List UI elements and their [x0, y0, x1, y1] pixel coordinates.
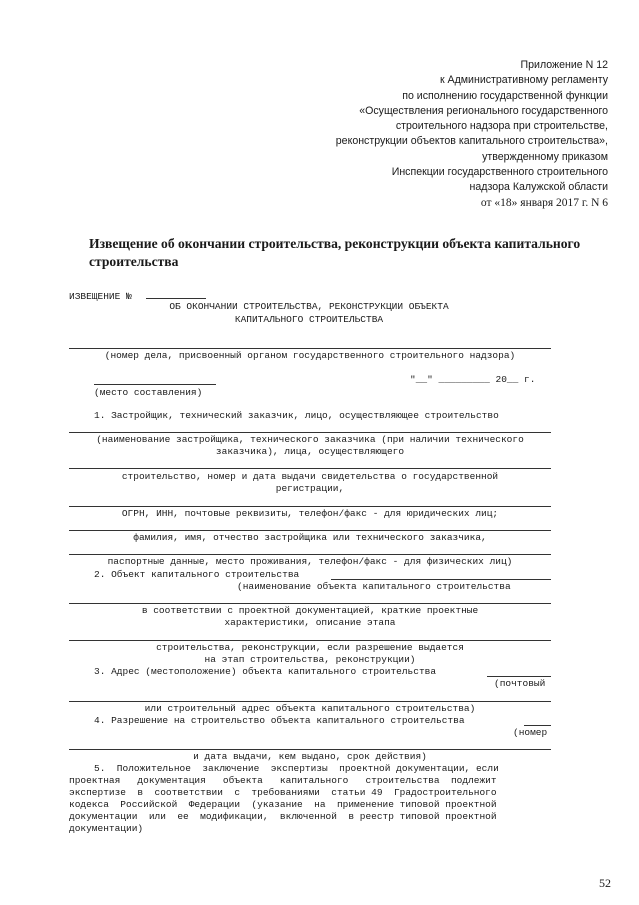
item-4-hint: (номер	[513, 727, 548, 738]
developer-field[interactable]	[69, 554, 551, 555]
notice-number-label: ИЗВЕЩЕНИЕ №	[69, 291, 132, 302]
item-5-text: экспертизе в соответствии с требованиями статьи 49 Градостроительного	[69, 787, 497, 798]
item-1-hint: (наименование застройщика, технического заказчика (при наличии технического	[96, 434, 524, 445]
item-5-text: документации или ее модификации, включенной в реестр типовой проектной	[69, 811, 497, 822]
page-number: 52	[599, 876, 611, 890]
item-4-label: 4. Разрешение на строительство объекта капитального строительства	[94, 715, 465, 726]
appendix-line: Приложение N 12	[520, 59, 608, 71]
item-1-hint: заказчика), лица, осуществляющего	[215, 446, 405, 457]
item-4-hint: и дата выдачи, кем выдано, срок действия)	[193, 751, 427, 762]
item-1-hint: строительство, номер и дата выдачи свидетельства о государственной	[121, 471, 499, 482]
item-5-text: 5. Положительное заключение экспертизы проектной документации, если	[94, 763, 499, 774]
case-number-field[interactable]	[69, 348, 551, 349]
notice-number-field[interactable]	[146, 298, 206, 299]
item-3-label: 3. Адрес (местоположение) объекта капитального строительства	[94, 666, 437, 677]
permit-field[interactable]	[524, 725, 551, 726]
object-field[interactable]	[331, 579, 551, 580]
developer-field[interactable]	[69, 506, 551, 507]
object-field[interactable]	[69, 640, 551, 641]
item-5-text: документации)	[69, 823, 144, 834]
developer-field[interactable]	[69, 432, 551, 433]
form-heading-1: ОБ ОКОНЧАНИИ СТРОИТЕЛЬСТВА, РЕКОНСТРУКЦИИ ОБЪЕКТА	[169, 301, 449, 312]
appendix-line: по исполнению государственной функции	[402, 89, 608, 102]
appendix-line: утвержденному приказом	[482, 150, 608, 163]
address-field[interactable]	[487, 676, 551, 677]
document-title: Извещение об окончании строительства, реконструкции объекта капитального строительства	[89, 236, 581, 269]
item-3-hint: или строительный адрес объекта капитального строительства)	[144, 703, 476, 714]
place-field[interactable]	[94, 384, 216, 385]
item-2-hint: (наименование объекта капитального строительства	[237, 581, 511, 592]
item-2-hint: характеристики, описание этапа	[224, 617, 396, 628]
item-2-hint: на этап строительства, реконструкции)	[204, 654, 416, 665]
place-hint: (место составления)	[94, 387, 203, 398]
item-1-label: 1. Застройщик, технический заказчик, лицо, осуществляющее строительство	[94, 410, 499, 421]
appendix-line: строительного надзора при строительстве,	[395, 120, 608, 133]
object-field[interactable]	[69, 603, 551, 604]
item-5-text: проектная документация объекта капитального строительства подлежит	[69, 775, 497, 786]
appendix-line: реконструкции объектов капитального строительства»,	[335, 135, 608, 148]
item-2-hint: строительства, реконструкции, если разрешение выдается	[156, 642, 464, 653]
permit-field[interactable]	[69, 749, 551, 750]
item-1-hint: паспортные данные, место проживания, телефон/факс - для физических лиц)	[107, 556, 513, 567]
appendix-line: надзора Калужской области	[469, 181, 608, 194]
appendix-line: «Осуществления регионального государственного	[359, 104, 608, 117]
address-field[interactable]	[69, 701, 551, 702]
appendix-header	[288, 58, 608, 211]
item-1-hint: фамилия, имя, отчество застройщика или технического заказчика,	[133, 532, 487, 543]
case-number-hint: (номер дела, присвоенный органом государственного строительного надзора)	[104, 350, 516, 361]
item-3-hint: (почтовый	[494, 678, 546, 689]
appendix-line: к Административному регламенту	[439, 74, 608, 87]
item-1-hint: регистрации,	[275, 483, 345, 494]
item-2-hint: в соответствии с проектной документацией, краткие проектные	[141, 605, 479, 616]
date-field[interactable]: "__" _________ 20__ г.	[410, 374, 536, 385]
form-heading-2: КАПИТАЛЬНОГО СТРОИТЕЛЬСТВА	[234, 314, 384, 325]
developer-field[interactable]	[69, 530, 551, 531]
item-1-hint: ОГРН, ИНН, почтовые реквизиты, телефон/факс - для юридических лиц;	[121, 508, 499, 519]
item-5-text: кодекса Российской Федерации (указание на применение типовой проектной	[69, 799, 497, 810]
appendix-date: от «18» января 2017 г. N 6	[480, 196, 608, 209]
appendix-line: Инспекции государственного строительного	[391, 166, 608, 179]
item-2-label: 2. Объект капитального строительства	[94, 569, 300, 580]
developer-field[interactable]	[69, 468, 551, 469]
